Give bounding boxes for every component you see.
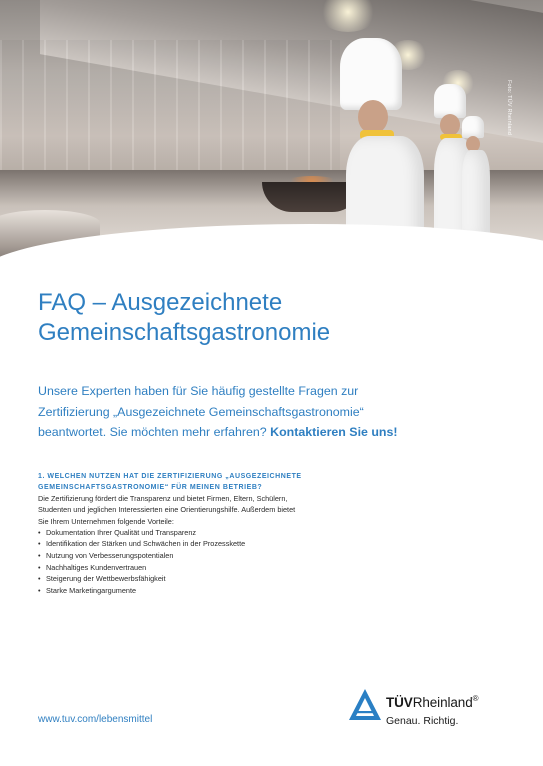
list-item — [38, 562, 368, 574]
intro-line-1: Unsere Experten haben für Sie häufig gestellte Fragen zur — [38, 384, 359, 398]
intro-paragraph — [38, 381, 468, 443]
bullet-icon: • — [38, 562, 41, 572]
title-line-1: FAQ – Ausgezeichnete — [38, 289, 283, 316]
logo-slogan: Genau. Richtig. — [386, 715, 459, 727]
list-item-text: Identifikation der Stärken und Schwächen in der Prozesskette — [46, 539, 246, 549]
intro-line-2: Zertifizierung „Ausgezeichnete Gemeinschaftsgastronomie“ — [38, 404, 364, 419]
kitchen-hero-photo — [0, 0, 543, 262]
website-link[interactable]: www.tuv.com/lebensmittel — [38, 714, 153, 725]
logo-wordmark-part-2: Rheinland — [412, 695, 473, 710]
list-item-text: Starke Marketingargumente — [46, 585, 137, 595]
tuv-rheinland-logo — [348, 688, 518, 734]
list-item-text: Nutzung von Verbesserungspotentialen — [46, 551, 174, 561]
list-item-text: Steigerung der Wettbewerbsfähigkeit — [46, 574, 166, 584]
list-item-text: Dokumentation Ihrer Qualität und Transparenz — [46, 527, 197, 537]
intro-line-3 — [38, 422, 468, 443]
list-item — [38, 550, 368, 562]
bullet-icon: • — [38, 539, 41, 549]
tuv-triangle-logo-icon — [348, 688, 382, 722]
intro-line-3-text: beantwortet. Sie möchten mehr erfahren? — [38, 425, 267, 439]
list-item — [38, 585, 368, 597]
bullet-icon: • — [38, 527, 41, 537]
registered-mark: ® — [472, 694, 479, 703]
faq-question-line-2: GEMEINSCHAFTSGASTRONOMIE“ FÜR MEINEN BETRIEB? — [38, 484, 263, 491]
faq-question — [38, 471, 368, 493]
list-item-text: Nachhaltiges Kundenvertrauen — [46, 562, 147, 572]
faq-question-line-1: 1. WELCHEN NUTZEN HAT DIE ZERTIFIZIERUNG „AUSGEZEICHNETE — [38, 473, 302, 480]
logo-wordmark — [386, 695, 478, 710]
contact-us-link[interactable]: Kontaktieren Sie uns! — [270, 425, 398, 439]
bullet-icon: • — [38, 574, 41, 584]
faq-item-1 — [38, 471, 368, 596]
photo-credit: Foto: TÜV Rheinland — [506, 80, 512, 136]
benefits-list — [38, 527, 368, 597]
list-item — [38, 538, 368, 550]
bullet-icon: • — [38, 585, 41, 595]
title-line-2: Gemeinschaftsgastronomie — [38, 319, 331, 346]
faq-answer-line-3: Sie Ihrem Unternehmen folgende Vorteile: — [38, 516, 174, 526]
list-item — [38, 573, 368, 585]
faq-answer-line-2: Studenten und jeglichen Interessierten eine Orientierungshilfe. Außerdem bietet — [38, 505, 296, 515]
logo-wordmark-part-1: TÜV — [386, 695, 413, 710]
bullet-icon: • — [38, 551, 41, 561]
faq-answer-line-1: Die Zertifizierung fördert die Transparenz und bietet Firmen, Eltern, Schülern, — [38, 494, 288, 503]
faq-answer — [38, 493, 368, 527]
list-item — [38, 527, 368, 539]
page-title — [38, 288, 508, 348]
